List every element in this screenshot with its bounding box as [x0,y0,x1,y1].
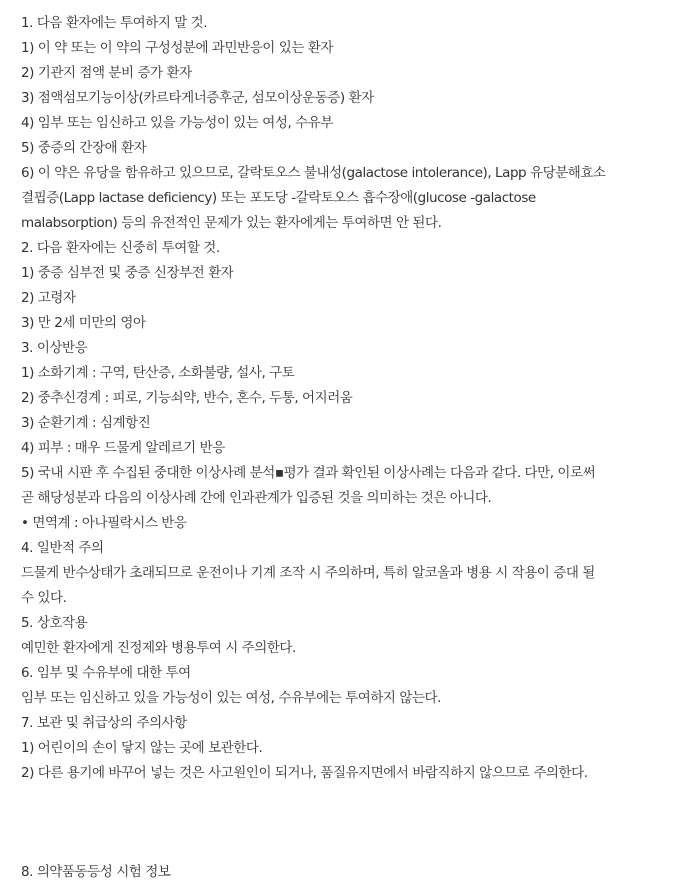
paragraph-line: 수 있다. [21,590,67,606]
bullet-item: • 면역계 : 아나필락시스 반응 [21,515,187,531]
list-item: 2) 다른 용기에 바꾸어 넣는 것은 사고원인이 되거나, 품질유지면에서 바람직하지 않으므로 주의한다. [21,765,588,781]
list-item-continuation: 결핍증(Lapp lactase deficiency) 또는 포도당 -갈락토오스 흡수장애(glucose -galactose [21,190,536,206]
list-item-continuation: 곧 해당성분과 다음의 이상사례 간에 인과관계가 입증된 것을 의미하는 것은 아니다. [21,490,492,506]
section-1-heading: 1. 다음 환자에는 투여하지 말 것. [21,15,208,31]
list-item: 1) 이 약 또는 이 약의 구성성분에 과민반응이 있는 환자 [21,40,333,56]
list-item: 1) 소화기계 : 구역, 탄산증, 소화불량, 설사, 구토 [21,365,295,381]
list-item: 4) 피부 : 매우 드물게 알레르기 반응 [21,440,225,456]
document-body [21,11,681,786]
section-3-heading: 3. 이상반응 [21,340,88,356]
list-item: 6) 이 약은 유당을 함유하고 있으므로, 갈락토오스 불내성(galactose intolerance), Lapp 유당분해효소 [21,165,606,181]
list-item: 2) 고령자 [21,290,76,306]
section-8-heading: 8. 의약품동등성 시험 정보 [21,864,171,880]
list-item: 2) 중추신경계 : 피로, 기능쇠약, 반수, 혼수, 두통, 어지러움 [21,390,353,406]
list-item: 1) 어린이의 손이 닿지 않는 곳에 보관한다. [21,740,263,756]
list-item: 5) 중증의 간장애 환자 [21,140,147,156]
section-7-heading: 7. 보관 및 취급상의 주의사항 [21,715,187,731]
list-item-continuation: malabsorption) 등의 유전적인 문제가 있는 환자에게는 투여하면 안 된다. [21,215,442,231]
list-item: 3) 순환기계 : 심계항진 [21,415,151,431]
list-item: 3) 점액섬모기능이상(카르타게너증후군, 섬모이상운동증) 환자 [21,90,374,106]
list-item: 1) 중증 심부전 및 중증 신장부전 환자 [21,265,234,281]
section-4-heading: 4. 일반적 주의 [21,540,104,556]
list-item: 4) 임부 또는 임신하고 있을 가능성이 있는 여성, 수유부 [21,115,333,131]
paragraph-line: 예민한 환자에게 진정제와 병용투여 시 주의한다. [21,640,296,656]
paragraph-line: 임부 또는 임신하고 있을 가능성이 있는 여성, 수유부에는 투여하지 않는다. [21,690,441,706]
paragraph-line: 드물게 반수상태가 초래되므로 운전이나 기계 조작 시 주의하며, 특히 알코올과 병용 시 작용이 증대 될 [21,565,595,581]
section-6-heading: 6. 임부 및 수유부에 대한 투여 [21,665,191,681]
list-item: 3) 만 2세 미만의 영아 [21,315,146,331]
section-2-heading: 2. 다음 환자에는 신중히 투여할 것. [21,240,220,256]
list-item: 2) 기관지 점액 분비 증가 환자 [21,65,192,81]
list-item: 5) 국내 시판 후 수집된 중대한 이상사례 분석▪평가 결과 확인된 이상사례는 다음과 같다. 다만, 이로써 [21,465,596,481]
section-5-heading: 5. 상호작용 [21,615,88,631]
